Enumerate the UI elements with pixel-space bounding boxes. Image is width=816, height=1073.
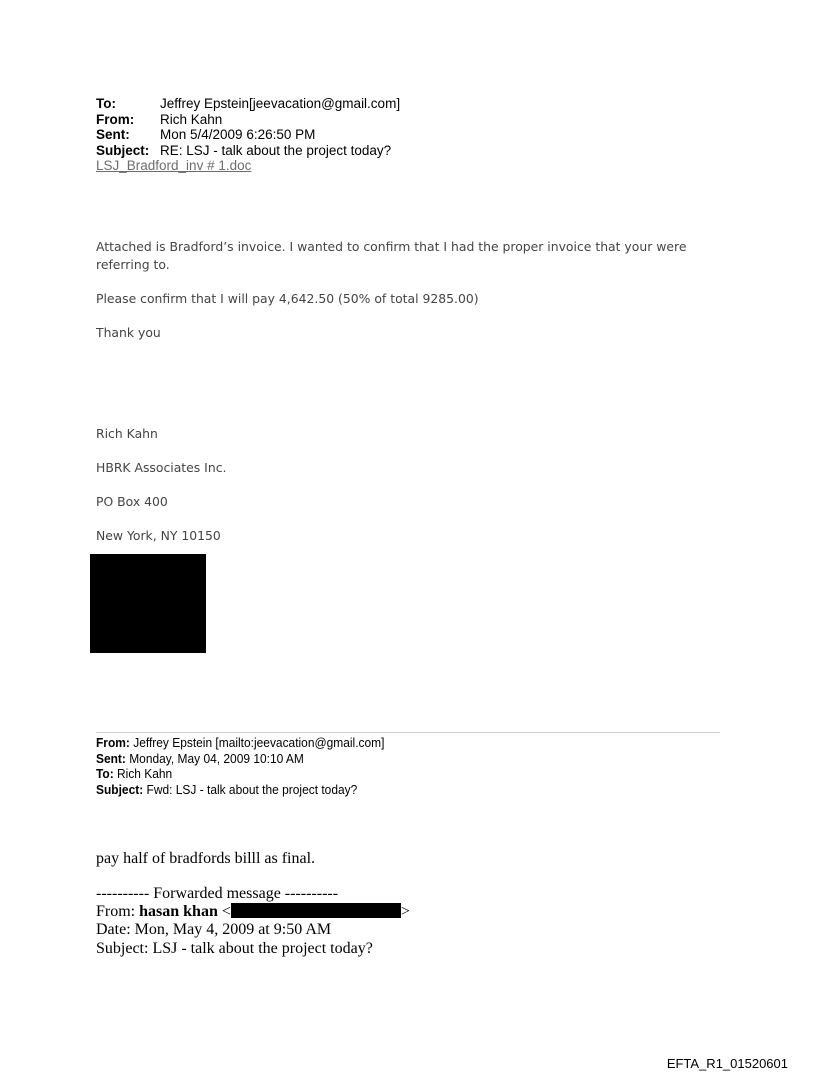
fwd-sent-label: Sent:: [96, 750, 126, 766]
fwd-subject-row: [96, 782, 384, 798]
body-paragraph-1-line-1: Attached is Bradford’s invoice. I wanted to confirm that I had the proper invoice that your were: [96, 239, 687, 254]
subject-row: [96, 143, 400, 159]
body-paragraph-2: Please confirm that I will pay 4,642.50 (50% of total 9285.00): [96, 291, 479, 306]
signature-company: HBRK Associates Inc.: [96, 460, 227, 475]
forwarded-from-label: From:: [96, 903, 140, 920]
forwarded-from-name: hasan khan: [139, 903, 218, 920]
from-value: Rich Kahn: [160, 111, 223, 127]
redacted-email: [231, 903, 401, 918]
sent-label: Sent:: [96, 127, 130, 142]
forwarded-date-line: Date: Mon, May 4, 2009 at 9:50 AM: [96, 921, 332, 938]
body-paragraph-1-line-2: referring to.: [96, 257, 170, 272]
forwarded-from-open: <: [217, 903, 231, 920]
body-paragraph-3: Thank you: [96, 325, 161, 340]
divider-line: [96, 732, 720, 733]
signature-name: Rich Kahn: [96, 426, 158, 441]
forwarded-from-close: >: [400, 903, 410, 920]
fwd-subject-value: Fwd: LSJ - talk about the project today?: [143, 781, 358, 797]
attachment-link[interactable]: LSJ_Bradford_inv # 1.doc: [96, 158, 252, 173]
signature-address-2: New York, NY 10150: [96, 528, 221, 543]
sent-value: Mon 5/4/2009 6:26:50 PM: [160, 127, 316, 142]
fwd-from-value: Jeffrey Epstein [mailto:jeevacation@gmail.com]: [129, 735, 385, 750]
from-row: [96, 112, 400, 128]
subject-value: RE: LSJ - talk about the project today?: [160, 142, 392, 158]
forward-note: pay half of bradfords billl as final.: [96, 850, 316, 867]
sent-row: [96, 127, 400, 143]
attachment-row: [96, 158, 400, 174]
fwd-to-value: Rich Kahn: [113, 766, 173, 781]
forwarded-header: [96, 735, 384, 797]
email-header: [96, 96, 400, 174]
forwarded-message-separator: ---------- Forwarded message ----------: [96, 885, 339, 902]
fwd-to-row: [96, 766, 384, 782]
to-label: To:: [96, 96, 116, 111]
document-id: EFTA_R1_01520601: [666, 1056, 788, 1071]
signature-address-1: PO Box 400: [96, 494, 168, 509]
fwd-sent-row: [96, 751, 384, 767]
forwarded-from-line: [96, 903, 410, 922]
fwd-from-row: [96, 735, 384, 751]
from-label: From:: [96, 111, 135, 127]
redaction-block: [90, 554, 206, 653]
to-row: [96, 96, 400, 112]
fwd-from-label: From:: [96, 735, 130, 750]
to-value: Jeffrey Epstein[jeevacation@gmail.com]: [160, 96, 401, 111]
forwarded-subject-line: Subject: LSJ - talk about the project today?: [96, 940, 373, 957]
fwd-sent-value: Monday, May 04, 2009 10:10 AM: [125, 750, 304, 766]
fwd-to-label: To:: [96, 766, 114, 781]
fwd-subject-label: Subject:: [96, 781, 144, 797]
subject-label: Subject:: [96, 142, 150, 158]
